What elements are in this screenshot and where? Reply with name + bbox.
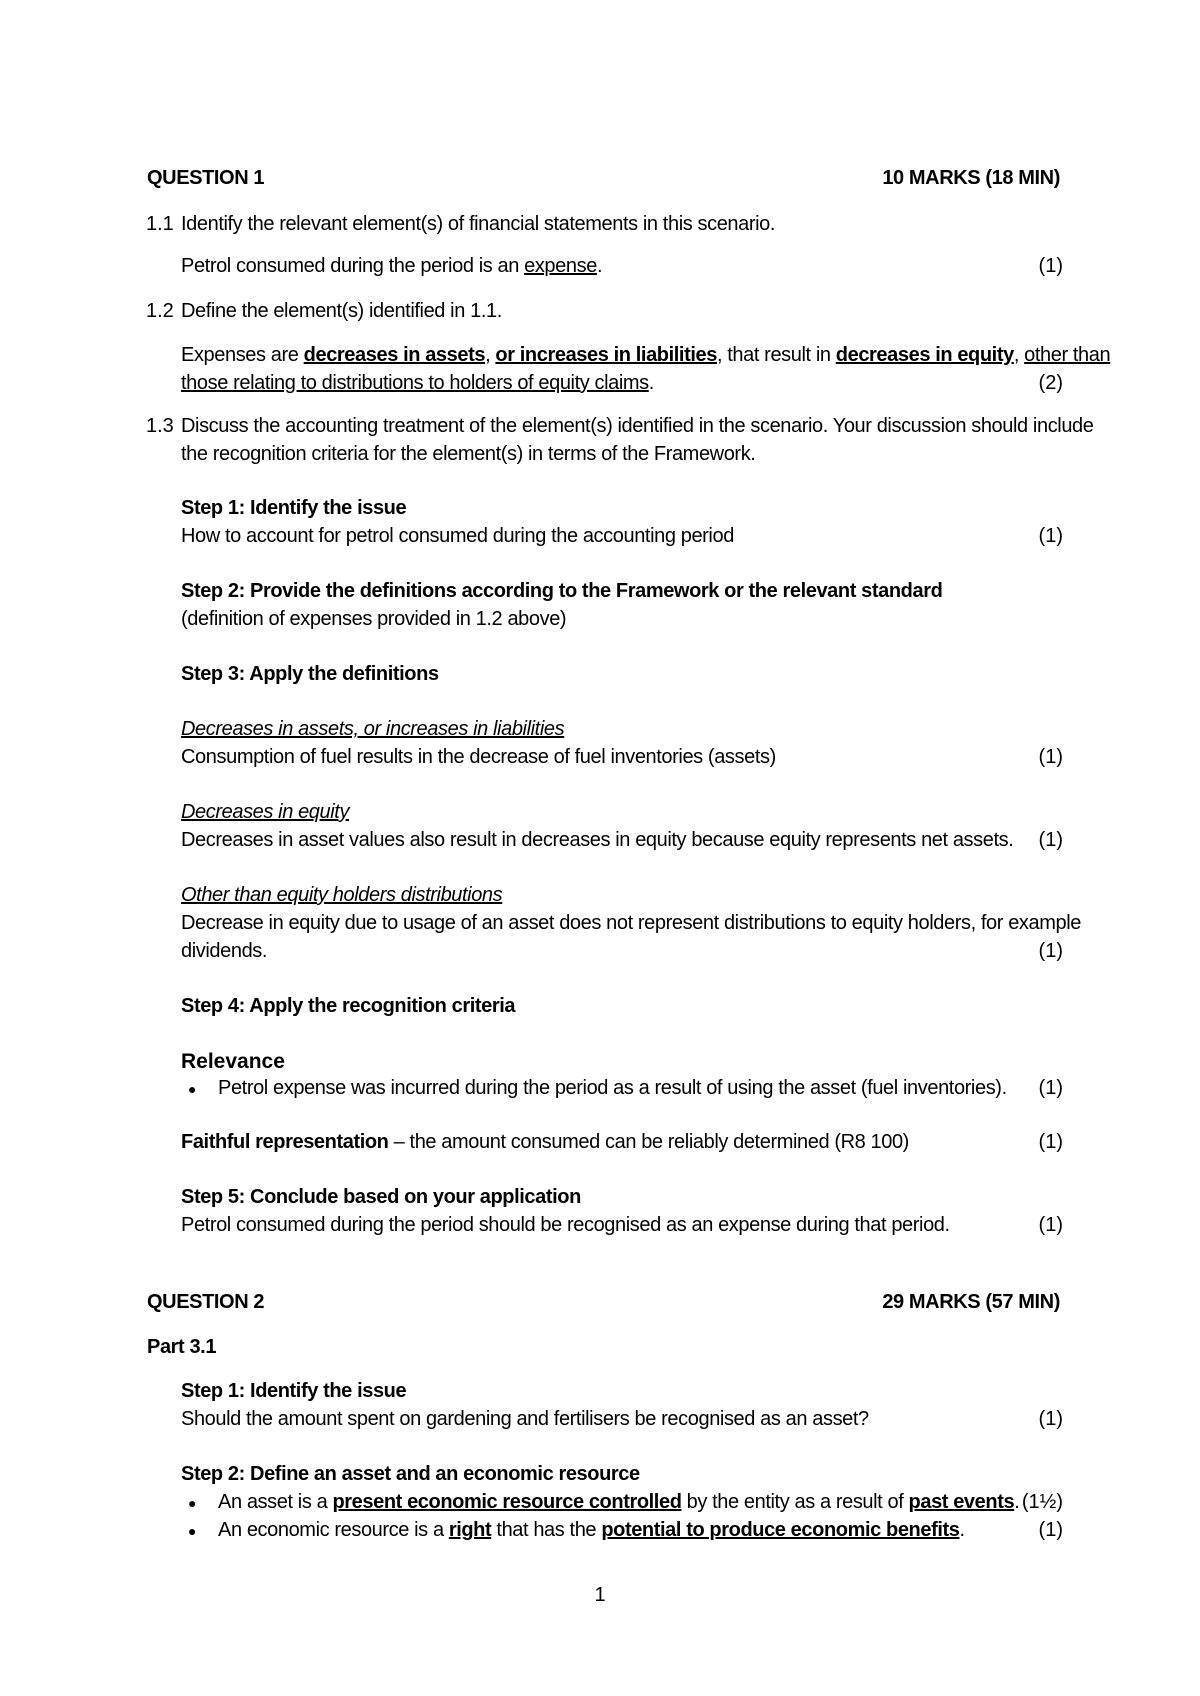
q1-step3-title: Step 3: Apply the definitions [181, 663, 439, 685]
q2-step1-title: Step 1: Identify the issue [181, 1380, 407, 1402]
section-1-3-number: 1.3 [146, 415, 174, 437]
section-1-2-answer-line1: Expenses are decreases in assets, or increases in liabilities, that result in decreases in equity, other than [181, 344, 1111, 366]
q1-sub2-title: Decreases in equity [181, 801, 350, 823]
q2-step1-mark: (1) [1038, 1408, 1063, 1430]
section-1-2-prompt: Define the element(s) identified in 1.1. [181, 300, 502, 322]
q1-sub3-text-line2: dividends. [181, 940, 268, 962]
question-1-title: QUESTION 1 [147, 167, 265, 189]
question-2-marks: 29 MARKS (57 MIN) [882, 1291, 1060, 1313]
q1-step5-title: Step 5: Conclude based on your application [181, 1186, 581, 1208]
q1-step1-title: Step 1: Identify the issue [181, 497, 407, 519]
bullet-icon: ● [188, 1523, 197, 1539]
economic-resource-mark: (1) [1038, 1519, 1063, 1541]
section-1-2-answer-line2: those relating to distributions to holders of equity claims. [181, 372, 654, 394]
section-1-1-mark: (1) [1038, 255, 1063, 277]
section-1-1-prompt: Identify the relevant element(s) of financial statements in this scenario. [181, 213, 776, 235]
bullet-icon: ● [188, 1081, 197, 1097]
q1-sub1-mark: (1) [1038, 746, 1063, 768]
q1-step1-mark: (1) [1038, 525, 1063, 547]
section-1-3-prompt-line1: Discuss the accounting treatment of the element(s) identified in the scenario. Your discussion should include [181, 415, 1094, 437]
q1-step2-text: (definition of expenses provided in 1.2 above) [181, 608, 567, 630]
question-1-marks: 10 MARKS (18 MIN) [882, 167, 1060, 189]
q1-sub1-text: Consumption of fuel results in the decrease of fuel inventories (assets) [181, 746, 776, 768]
part-title: Part 3.1 [147, 1336, 217, 1358]
bullet-icon: ● [188, 1495, 197, 1511]
q1-sub1-title: Decreases in assets, or increases in liabilities [181, 718, 565, 740]
asset-definition-mark: (1½) [1021, 1491, 1063, 1513]
q1-sub3-text-line1: Decrease in equity due to usage of an asset does not represent distributions to equity holders, for example [181, 912, 1081, 934]
q2-step2-title: Step 2: Define an asset and an economic resource [181, 1463, 640, 1485]
q1-step5-mark: (1) [1038, 1214, 1063, 1236]
q1-step1-text: How to account for petrol consumed during the accounting period [181, 525, 734, 547]
section-1-2-mark: (2) [1038, 372, 1063, 394]
relevance-mark: (1) [1038, 1077, 1063, 1099]
faithful-representation: Faithful representation – the amount consumed can be reliably determined (R8 100) [181, 1131, 909, 1153]
q1-step2-title: Step 2: Provide the definitions according to the Framework or the relevant standard [181, 580, 943, 602]
q1-step5-text: Petrol consumed during the period should be recognised as an expense during that period. [181, 1214, 950, 1236]
section-1-1-answer: Petrol consumed during the period is an expense. [181, 255, 603, 277]
q2-step1-text: Should the amount spent on gardening and fertilisers be recognised as an asset? [181, 1408, 869, 1430]
relevance-title: Relevance [181, 1050, 285, 1073]
economic-resource-definition: An economic resource is a right that has the potential to produce economic benefits. [218, 1519, 965, 1541]
expense-term: expense [524, 255, 597, 277]
page-number: 1 [594, 1584, 606, 1606]
faithful-mark: (1) [1038, 1131, 1063, 1153]
asset-definition: An asset is a present economic resource controlled by the entity as a result of past events. [218, 1491, 1020, 1513]
q1-sub3-mark: (1) [1038, 940, 1063, 962]
question-2-title: QUESTION 2 [147, 1291, 265, 1313]
section-1-1-number: 1.1 [146, 213, 174, 235]
q1-step4-title: Step 4: Apply the recognition criteria [181, 995, 516, 1017]
q1-sub2-mark: (1) [1038, 829, 1063, 851]
section-1-2-number: 1.2 [146, 300, 174, 322]
relevance-text: Petrol expense was incurred during the period as a result of using the asset (fuel inventories). [218, 1077, 1007, 1099]
q1-sub2-text: Decreases in asset values also result in decreases in equity because equity represents net assets. [181, 829, 1014, 851]
section-1-3-prompt-line2: the recognition criteria for the element(s) in terms of the Framework. [181, 443, 756, 465]
q1-sub3-title: Other than equity holders distributions [181, 884, 503, 906]
